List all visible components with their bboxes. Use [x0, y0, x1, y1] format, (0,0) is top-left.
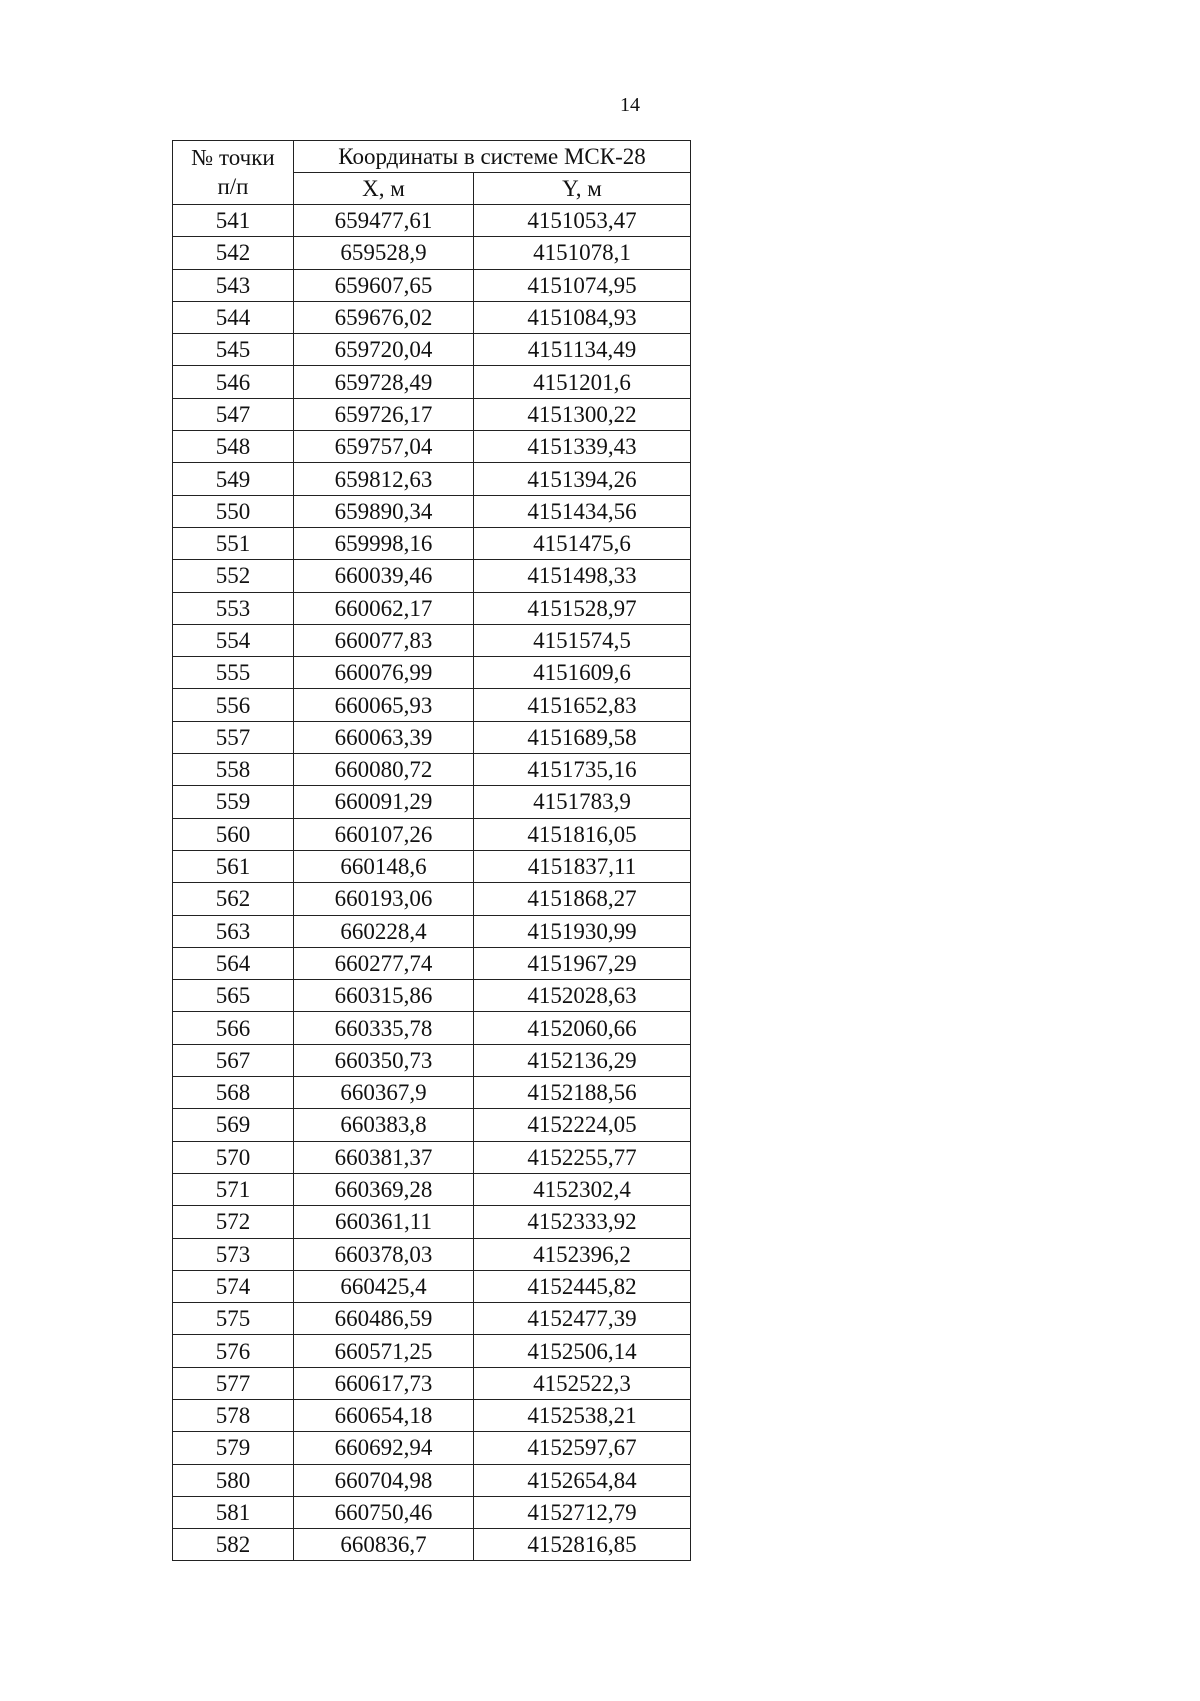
table-row [173, 1012, 691, 1044]
table-row [173, 1432, 691, 1464]
cell-y: 4151078,1 [474, 237, 691, 269]
cell-point-number: 551 [173, 527, 294, 559]
cell-point-number: 574 [173, 1270, 294, 1302]
table-row [173, 269, 691, 301]
table-row [173, 301, 691, 333]
cell-x: 660277,74 [294, 947, 474, 979]
cell-y: 4151434,56 [474, 495, 691, 527]
cell-y: 4151074,95 [474, 269, 691, 301]
cell-y: 4151498,33 [474, 560, 691, 592]
cell-y: 4151134,49 [474, 334, 691, 366]
header-x: X, м [294, 173, 474, 205]
cell-x: 659676,02 [294, 301, 474, 333]
cell-point-number: 577 [173, 1367, 294, 1399]
table-row [173, 495, 691, 527]
cell-point-number: 580 [173, 1464, 294, 1496]
cell-x: 660065,93 [294, 689, 474, 721]
cell-x: 660692,94 [294, 1432, 474, 1464]
table-row [173, 915, 691, 947]
cell-x: 659998,16 [294, 527, 474, 559]
cell-y: 4152255,77 [474, 1141, 691, 1173]
cell-x: 660315,86 [294, 980, 474, 1012]
cell-x: 660369,28 [294, 1173, 474, 1205]
table-row [173, 237, 691, 269]
cell-y: 4152522,3 [474, 1367, 691, 1399]
table-row [173, 527, 691, 559]
cell-y: 4151084,93 [474, 301, 691, 333]
table-row [173, 431, 691, 463]
cell-x: 660062,17 [294, 592, 474, 624]
table-row [173, 1077, 691, 1109]
cell-y: 4152654,84 [474, 1464, 691, 1496]
cell-y: 4151689,58 [474, 721, 691, 753]
cell-x: 660367,9 [294, 1077, 474, 1109]
cell-x: 660836,7 [294, 1529, 474, 1561]
cell-y: 4152396,2 [474, 1238, 691, 1270]
table-row [173, 1238, 691, 1270]
cell-point-number: 546 [173, 366, 294, 398]
table-row [173, 1044, 691, 1076]
table-row [173, 624, 691, 656]
cell-point-number: 576 [173, 1335, 294, 1367]
header-point-number [173, 141, 294, 205]
cell-point-number: 578 [173, 1399, 294, 1431]
cell-y: 4151394,26 [474, 463, 691, 495]
cell-point-number: 563 [173, 915, 294, 947]
cell-point-number: 560 [173, 818, 294, 850]
cell-x: 660228,4 [294, 915, 474, 947]
cell-y: 4151574,5 [474, 624, 691, 656]
cell-point-number: 558 [173, 754, 294, 786]
cell-point-number: 570 [173, 1141, 294, 1173]
cell-y: 4152477,39 [474, 1303, 691, 1335]
cell-point-number: 569 [173, 1109, 294, 1141]
cell-x: 660148,6 [294, 850, 474, 882]
cell-x: 660193,06 [294, 883, 474, 915]
cell-x: 659528,9 [294, 237, 474, 269]
cell-x: 660654,18 [294, 1399, 474, 1431]
cell-point-number: 568 [173, 1077, 294, 1109]
table-row [173, 689, 691, 721]
cell-point-number: 581 [173, 1496, 294, 1528]
table-row [173, 366, 691, 398]
table-row [173, 850, 691, 882]
cell-x: 660063,39 [294, 721, 474, 753]
table-row [173, 1529, 691, 1561]
cell-point-number: 553 [173, 592, 294, 624]
cell-x: 660704,98 [294, 1464, 474, 1496]
cell-point-number: 566 [173, 1012, 294, 1044]
cell-point-number: 548 [173, 431, 294, 463]
cell-x: 659607,65 [294, 269, 474, 301]
cell-y: 4152506,14 [474, 1335, 691, 1367]
cell-x: 660039,46 [294, 560, 474, 592]
cell-point-number: 575 [173, 1303, 294, 1335]
cell-point-number: 543 [173, 269, 294, 301]
table-row [173, 463, 691, 495]
cell-point-number: 557 [173, 721, 294, 753]
cell-y: 4151816,05 [474, 818, 691, 850]
cell-point-number: 552 [173, 560, 294, 592]
cell-y: 4151609,6 [474, 657, 691, 689]
table-row [173, 980, 691, 1012]
cell-x: 660350,73 [294, 1044, 474, 1076]
page-number: 14 [620, 94, 640, 116]
cell-point-number: 547 [173, 398, 294, 430]
cell-point-number: 556 [173, 689, 294, 721]
cell-y: 4151339,43 [474, 431, 691, 463]
table-row [173, 205, 691, 237]
cell-y: 4152136,29 [474, 1044, 691, 1076]
cell-y: 4151930,99 [474, 915, 691, 947]
cell-y: 4152302,4 [474, 1173, 691, 1205]
table-row [173, 754, 691, 786]
cell-y: 4152712,79 [474, 1496, 691, 1528]
cell-x: 659890,34 [294, 495, 474, 527]
cell-x: 660091,29 [294, 786, 474, 818]
table-body [173, 205, 691, 1561]
cell-y: 4152445,82 [474, 1270, 691, 1302]
table-row [173, 334, 691, 366]
cell-x: 660425,4 [294, 1270, 474, 1302]
table-row [173, 592, 691, 624]
cell-y: 4152028,63 [474, 980, 691, 1012]
cell-x: 659812,63 [294, 463, 474, 495]
table-row [173, 1367, 691, 1399]
cell-y: 4151735,16 [474, 754, 691, 786]
cell-point-number: 571 [173, 1173, 294, 1205]
cell-y: 4151837,11 [474, 850, 691, 882]
cell-y: 4151652,83 [474, 689, 691, 721]
cell-x: 660383,8 [294, 1109, 474, 1141]
table-row [173, 1141, 691, 1173]
cell-y: 4151528,97 [474, 592, 691, 624]
cell-x: 660486,59 [294, 1303, 474, 1335]
cell-point-number: 544 [173, 301, 294, 333]
header-coordinates-group: Координаты в системе МСК-28 [294, 141, 691, 173]
cell-y: 4152816,85 [474, 1529, 691, 1561]
cell-point-number: 565 [173, 980, 294, 1012]
table-row [173, 1206, 691, 1238]
cell-y: 4151201,6 [474, 366, 691, 398]
cell-x: 660378,03 [294, 1238, 474, 1270]
cell-y: 4152597,67 [474, 1432, 691, 1464]
cell-x: 659757,04 [294, 431, 474, 463]
cell-point-number: 545 [173, 334, 294, 366]
cell-y: 4152188,56 [474, 1077, 691, 1109]
cell-point-number: 579 [173, 1432, 294, 1464]
cell-point-number: 562 [173, 883, 294, 915]
header-y: Y, м [474, 173, 691, 205]
cell-y: 4152060,66 [474, 1012, 691, 1044]
cell-x: 660335,78 [294, 1012, 474, 1044]
cell-y: 4151967,29 [474, 947, 691, 979]
table-row [173, 1173, 691, 1205]
cell-point-number: 564 [173, 947, 294, 979]
header-point-number-line1: № точки [191, 144, 275, 170]
table-row [173, 1270, 691, 1302]
cell-x: 659728,49 [294, 366, 474, 398]
cell-point-number: 550 [173, 495, 294, 527]
cell-x: 660080,72 [294, 754, 474, 786]
table-row [173, 1464, 691, 1496]
cell-point-number: 567 [173, 1044, 294, 1076]
cell-y: 4151300,22 [474, 398, 691, 430]
cell-y: 4152333,92 [474, 1206, 691, 1238]
cell-point-number: 559 [173, 786, 294, 818]
cell-y: 4151783,9 [474, 786, 691, 818]
table-row [173, 883, 691, 915]
table-row [173, 1399, 691, 1431]
table-row [173, 657, 691, 689]
cell-x: 660107,26 [294, 818, 474, 850]
cell-x: 660361,11 [294, 1206, 474, 1238]
cell-point-number: 582 [173, 1529, 294, 1561]
cell-x: 659477,61 [294, 205, 474, 237]
cell-point-number: 561 [173, 850, 294, 882]
cell-point-number: 541 [173, 205, 294, 237]
table-row [173, 1109, 691, 1141]
table-row [173, 818, 691, 850]
table-row [173, 560, 691, 592]
table-row [173, 1335, 691, 1367]
table-row [173, 947, 691, 979]
cell-x: 660076,99 [294, 657, 474, 689]
table-row [173, 398, 691, 430]
cell-x: 660571,25 [294, 1335, 474, 1367]
cell-y: 4151053,47 [474, 205, 691, 237]
cell-x: 659720,04 [294, 334, 474, 366]
cell-y: 4151868,27 [474, 883, 691, 915]
cell-y: 4151475,6 [474, 527, 691, 559]
cell-x: 660381,37 [294, 1141, 474, 1173]
table-row [173, 786, 691, 818]
header-point-number-line2: п/п [217, 173, 249, 199]
cell-point-number: 555 [173, 657, 294, 689]
coordinates-table [172, 140, 691, 1561]
table-row [173, 1496, 691, 1528]
cell-x: 660617,73 [294, 1367, 474, 1399]
cell-point-number: 542 [173, 237, 294, 269]
cell-point-number: 554 [173, 624, 294, 656]
cell-point-number: 572 [173, 1206, 294, 1238]
table-row [173, 721, 691, 753]
table-header [173, 141, 691, 205]
cell-x: 659726,17 [294, 398, 474, 430]
cell-x: 660750,46 [294, 1496, 474, 1528]
table-row [173, 1303, 691, 1335]
cell-x: 660077,83 [294, 624, 474, 656]
cell-point-number: 549 [173, 463, 294, 495]
cell-y: 4152538,21 [474, 1399, 691, 1431]
cell-y: 4152224,05 [474, 1109, 691, 1141]
cell-point-number: 573 [173, 1238, 294, 1270]
